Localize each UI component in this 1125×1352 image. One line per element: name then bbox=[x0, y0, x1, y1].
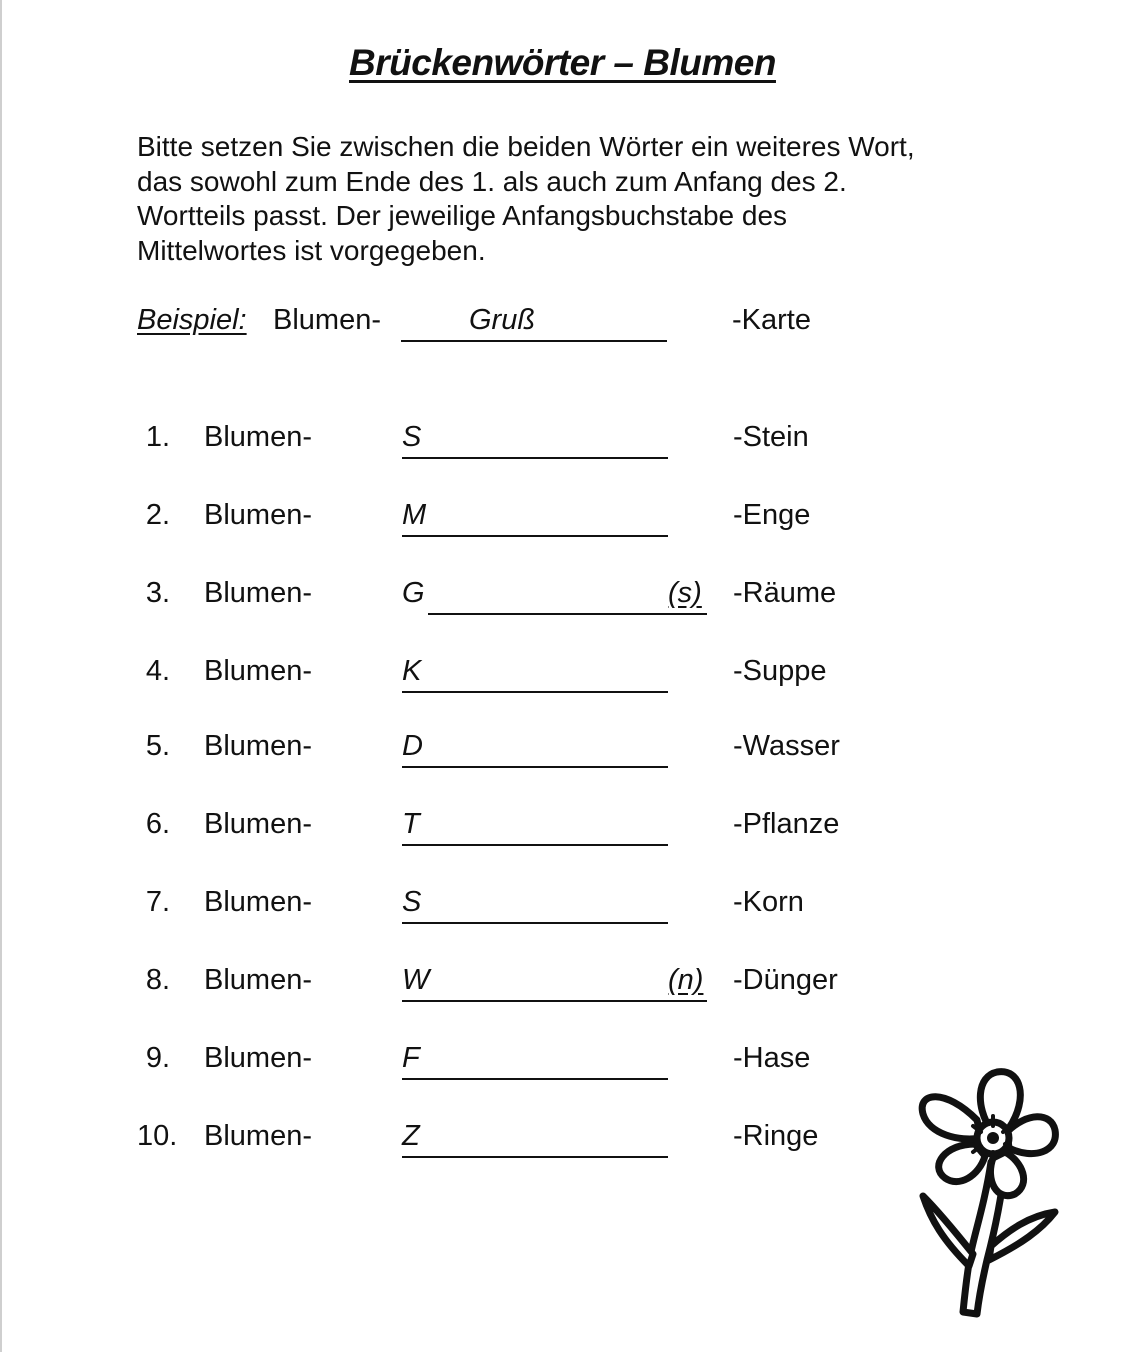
item-letter: Z bbox=[402, 1120, 420, 1152]
instruction-line: Mittelwortes ist vorgegeben. bbox=[137, 234, 486, 266]
item-second-word: -Stein bbox=[733, 421, 809, 453]
answer-blank[interactable] bbox=[402, 535, 668, 537]
item-letter: S bbox=[402, 886, 422, 918]
example-first-word: Blumen- bbox=[273, 304, 381, 336]
item-first-word: Blumen- bbox=[204, 1120, 312, 1152]
item-number: 6. bbox=[145, 808, 170, 840]
item-letter: F bbox=[402, 1042, 420, 1074]
item-number: 4. bbox=[145, 655, 170, 687]
item-first-word: Blumen- bbox=[204, 655, 312, 687]
exercise-row bbox=[0, 730, 1125, 770]
item-second-word: -Hase bbox=[733, 1042, 811, 1074]
exercise-row bbox=[0, 808, 1125, 848]
exercise-row bbox=[0, 499, 1125, 539]
item-first-word: Blumen- bbox=[204, 886, 312, 918]
item-letter: K bbox=[402, 655, 422, 687]
exercise-row bbox=[0, 886, 1125, 926]
item-letter: T bbox=[402, 808, 420, 840]
item-number: 10. bbox=[137, 1120, 178, 1152]
exercise-row bbox=[0, 964, 1125, 1004]
answer-blank[interactable] bbox=[402, 1078, 668, 1080]
item-number: 9. bbox=[145, 1042, 170, 1074]
answer-blank[interactable] bbox=[402, 457, 668, 459]
instruction-line: das sowohl zum Ende des 1. als auch zum Anfang des 2. bbox=[137, 165, 847, 197]
item-suffix: (s) bbox=[668, 577, 702, 609]
item-number: 2. bbox=[145, 499, 170, 531]
item-first-word: Blumen- bbox=[204, 577, 312, 609]
item-first-word: Blumen- bbox=[204, 1042, 312, 1074]
answer-blank[interactable] bbox=[402, 691, 668, 693]
item-first-word: Blumen- bbox=[204, 421, 312, 453]
item-second-word: -Korn bbox=[733, 886, 804, 918]
page-title: Brückenwörter – Blumen bbox=[349, 42, 776, 83]
answer-blank[interactable] bbox=[402, 1156, 668, 1158]
item-number: 3. bbox=[145, 577, 170, 609]
exercise-row bbox=[0, 577, 1125, 617]
item-number: 1. bbox=[145, 421, 170, 453]
item-second-word: -Enge bbox=[733, 499, 811, 531]
item-second-word: -Dünger bbox=[733, 964, 838, 996]
item-number: 7. bbox=[145, 886, 170, 918]
item-number: 5. bbox=[145, 730, 170, 762]
instruction-line: Wortteils passt. Der jeweilige Anfangsbuchstabe des bbox=[137, 200, 788, 231]
item-first-word: Blumen- bbox=[204, 808, 312, 840]
item-second-word: -Ringe bbox=[733, 1120, 819, 1152]
example-label: Beispiel: bbox=[137, 304, 247, 336]
item-letter: W bbox=[402, 964, 430, 996]
item-letter: M bbox=[402, 499, 427, 531]
answer-blank[interactable] bbox=[402, 766, 668, 768]
item-letter: D bbox=[402, 730, 423, 762]
answer-blank[interactable] bbox=[402, 844, 668, 846]
item-first-word: Blumen- bbox=[204, 730, 312, 762]
instructions bbox=[137, 130, 1017, 268]
item-second-word: -Pflanze bbox=[733, 808, 840, 840]
item-second-word: -Wasser bbox=[733, 730, 840, 762]
example-second-word: -Karte bbox=[732, 304, 811, 336]
item-letter: S bbox=[402, 421, 422, 453]
item-number: 8. bbox=[145, 964, 170, 996]
item-suffix: (n) bbox=[668, 964, 704, 996]
flower-icon bbox=[905, 1062, 1065, 1322]
answer-blank[interactable] bbox=[428, 613, 707, 615]
exercise-row bbox=[0, 421, 1125, 461]
example-answer-line bbox=[401, 340, 667, 342]
example-row bbox=[137, 304, 1037, 344]
item-first-word: Blumen- bbox=[204, 499, 312, 531]
item-first-word: Blumen- bbox=[204, 964, 312, 996]
instruction-line: Bitte setzen Sie zwischen die beiden Wörter ein weiteres Wort, bbox=[137, 131, 915, 162]
item-second-word: -Räume bbox=[733, 577, 837, 609]
answer-blank[interactable] bbox=[402, 922, 668, 924]
item-second-word: -Suppe bbox=[733, 655, 827, 687]
exercise-row bbox=[0, 655, 1125, 695]
item-letter: G bbox=[402, 577, 425, 609]
example-answer: Gruß bbox=[469, 304, 536, 336]
answer-blank[interactable] bbox=[402, 1000, 707, 1002]
